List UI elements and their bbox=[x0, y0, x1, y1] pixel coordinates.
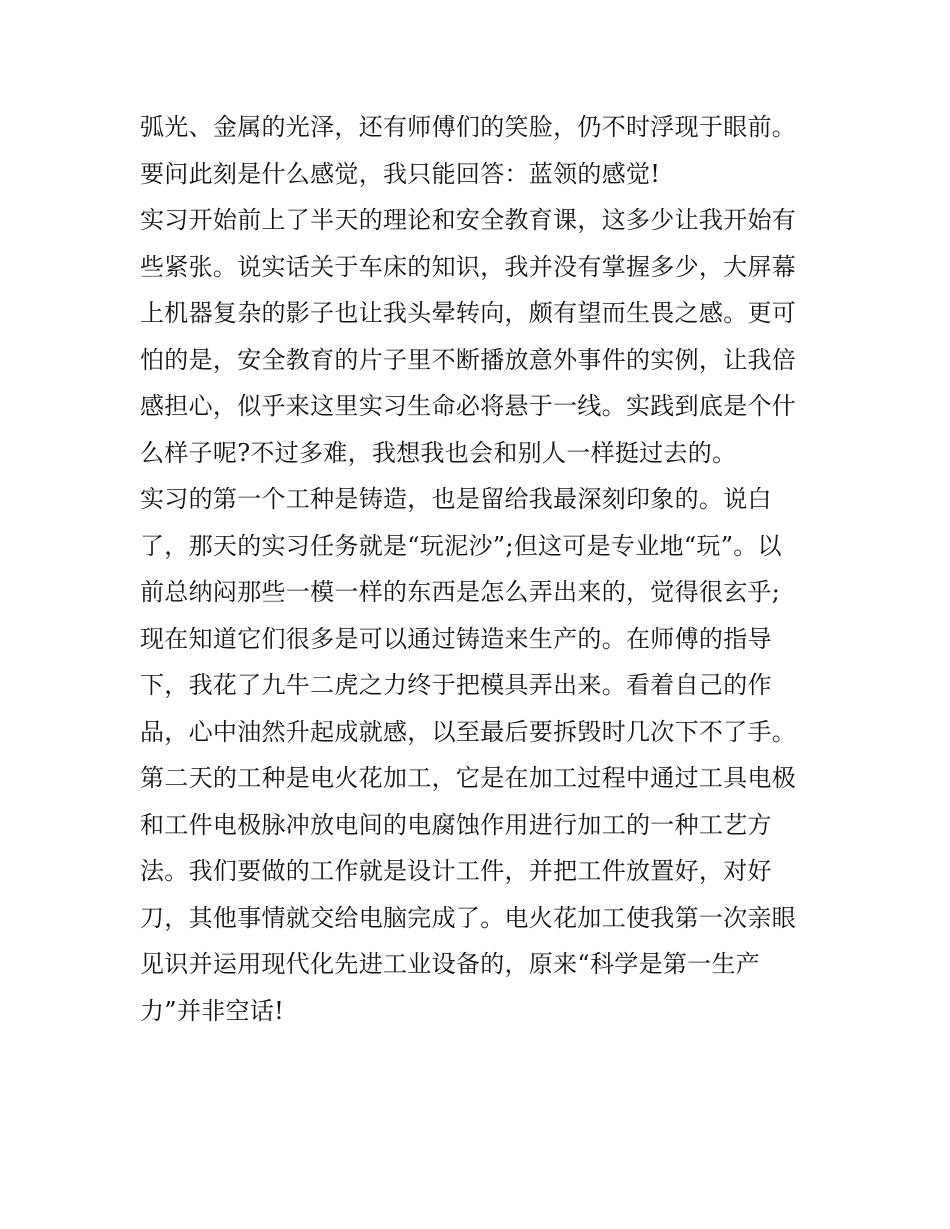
text-line: 弧光、金属的光泽，还有师傅们的笑脸，仍不时浮现于眼前。 bbox=[140, 113, 797, 141]
text-line: 前总纳闷那些一模一样的东西是怎么弄出来的，觉得很玄乎; bbox=[140, 578, 781, 606]
text-line: 见识并运用现代化先进工业设备的，原来“科学是第一生产 bbox=[140, 950, 761, 978]
text-line: 力”并非空话! bbox=[140, 996, 285, 1025]
text-line: 上机器复杂的影子也让我头晕转向，颇有望而生畏之感。更可 bbox=[140, 299, 797, 327]
text-line: 品，心中油然升起成就感，以至最后要拆毁时几次下不了手。 bbox=[140, 717, 797, 746]
body-text bbox=[140, 104, 840, 1034]
text-line: 怕的是，安全教育的片子里不断播放意外事件的实例，让我倍 bbox=[140, 345, 797, 374]
text-line: 法。我们要做的工作就是设计工件，并把工件放置好，对好 bbox=[140, 857, 772, 885]
text-line: 要问此刻是什么感觉，我只能回答：蓝领的感觉! bbox=[140, 159, 661, 188]
text-line: 么样子呢?不过多难，我想我也会和别人一样挺过去的。 bbox=[140, 438, 737, 467]
text-line: 下，我花了九牛二虎之力终于把模具弄出来。看着自己的作 bbox=[140, 671, 772, 699]
text-line: 现在知道它们很多是可以通过铸造来生产的。在师傅的指导 bbox=[140, 624, 772, 653]
text-line: 实习开始前上了半天的理论和安全教育课，这多少让我开始有 bbox=[140, 206, 797, 234]
text-line: 刀，其他事情就交给电脑完成了。电火花加工使我第一次亲眼 bbox=[140, 903, 797, 932]
text-line: 和工件电极脉冲放电间的电腐蚀作用进行加工的一种工艺方 bbox=[140, 810, 772, 839]
text-line: 些紧张。说实话关于车床的知识，我并没有掌握多少，大屏幕 bbox=[140, 252, 797, 281]
text-line: 第二天的工种是电火花加工，它是在加工过程中通过工具电极 bbox=[140, 764, 797, 792]
text-line: 了，那天的实习任务就是“玩泥沙”;但这可是专业地“玩”。以 bbox=[140, 531, 782, 560]
text-line: 感担心，似乎来这里实习生命必将悬于一线。实践到底是个什 bbox=[140, 392, 797, 420]
text-line: 实习的第一个工种是铸造，也是留给我最深刻印象的。说白 bbox=[140, 485, 772, 513]
